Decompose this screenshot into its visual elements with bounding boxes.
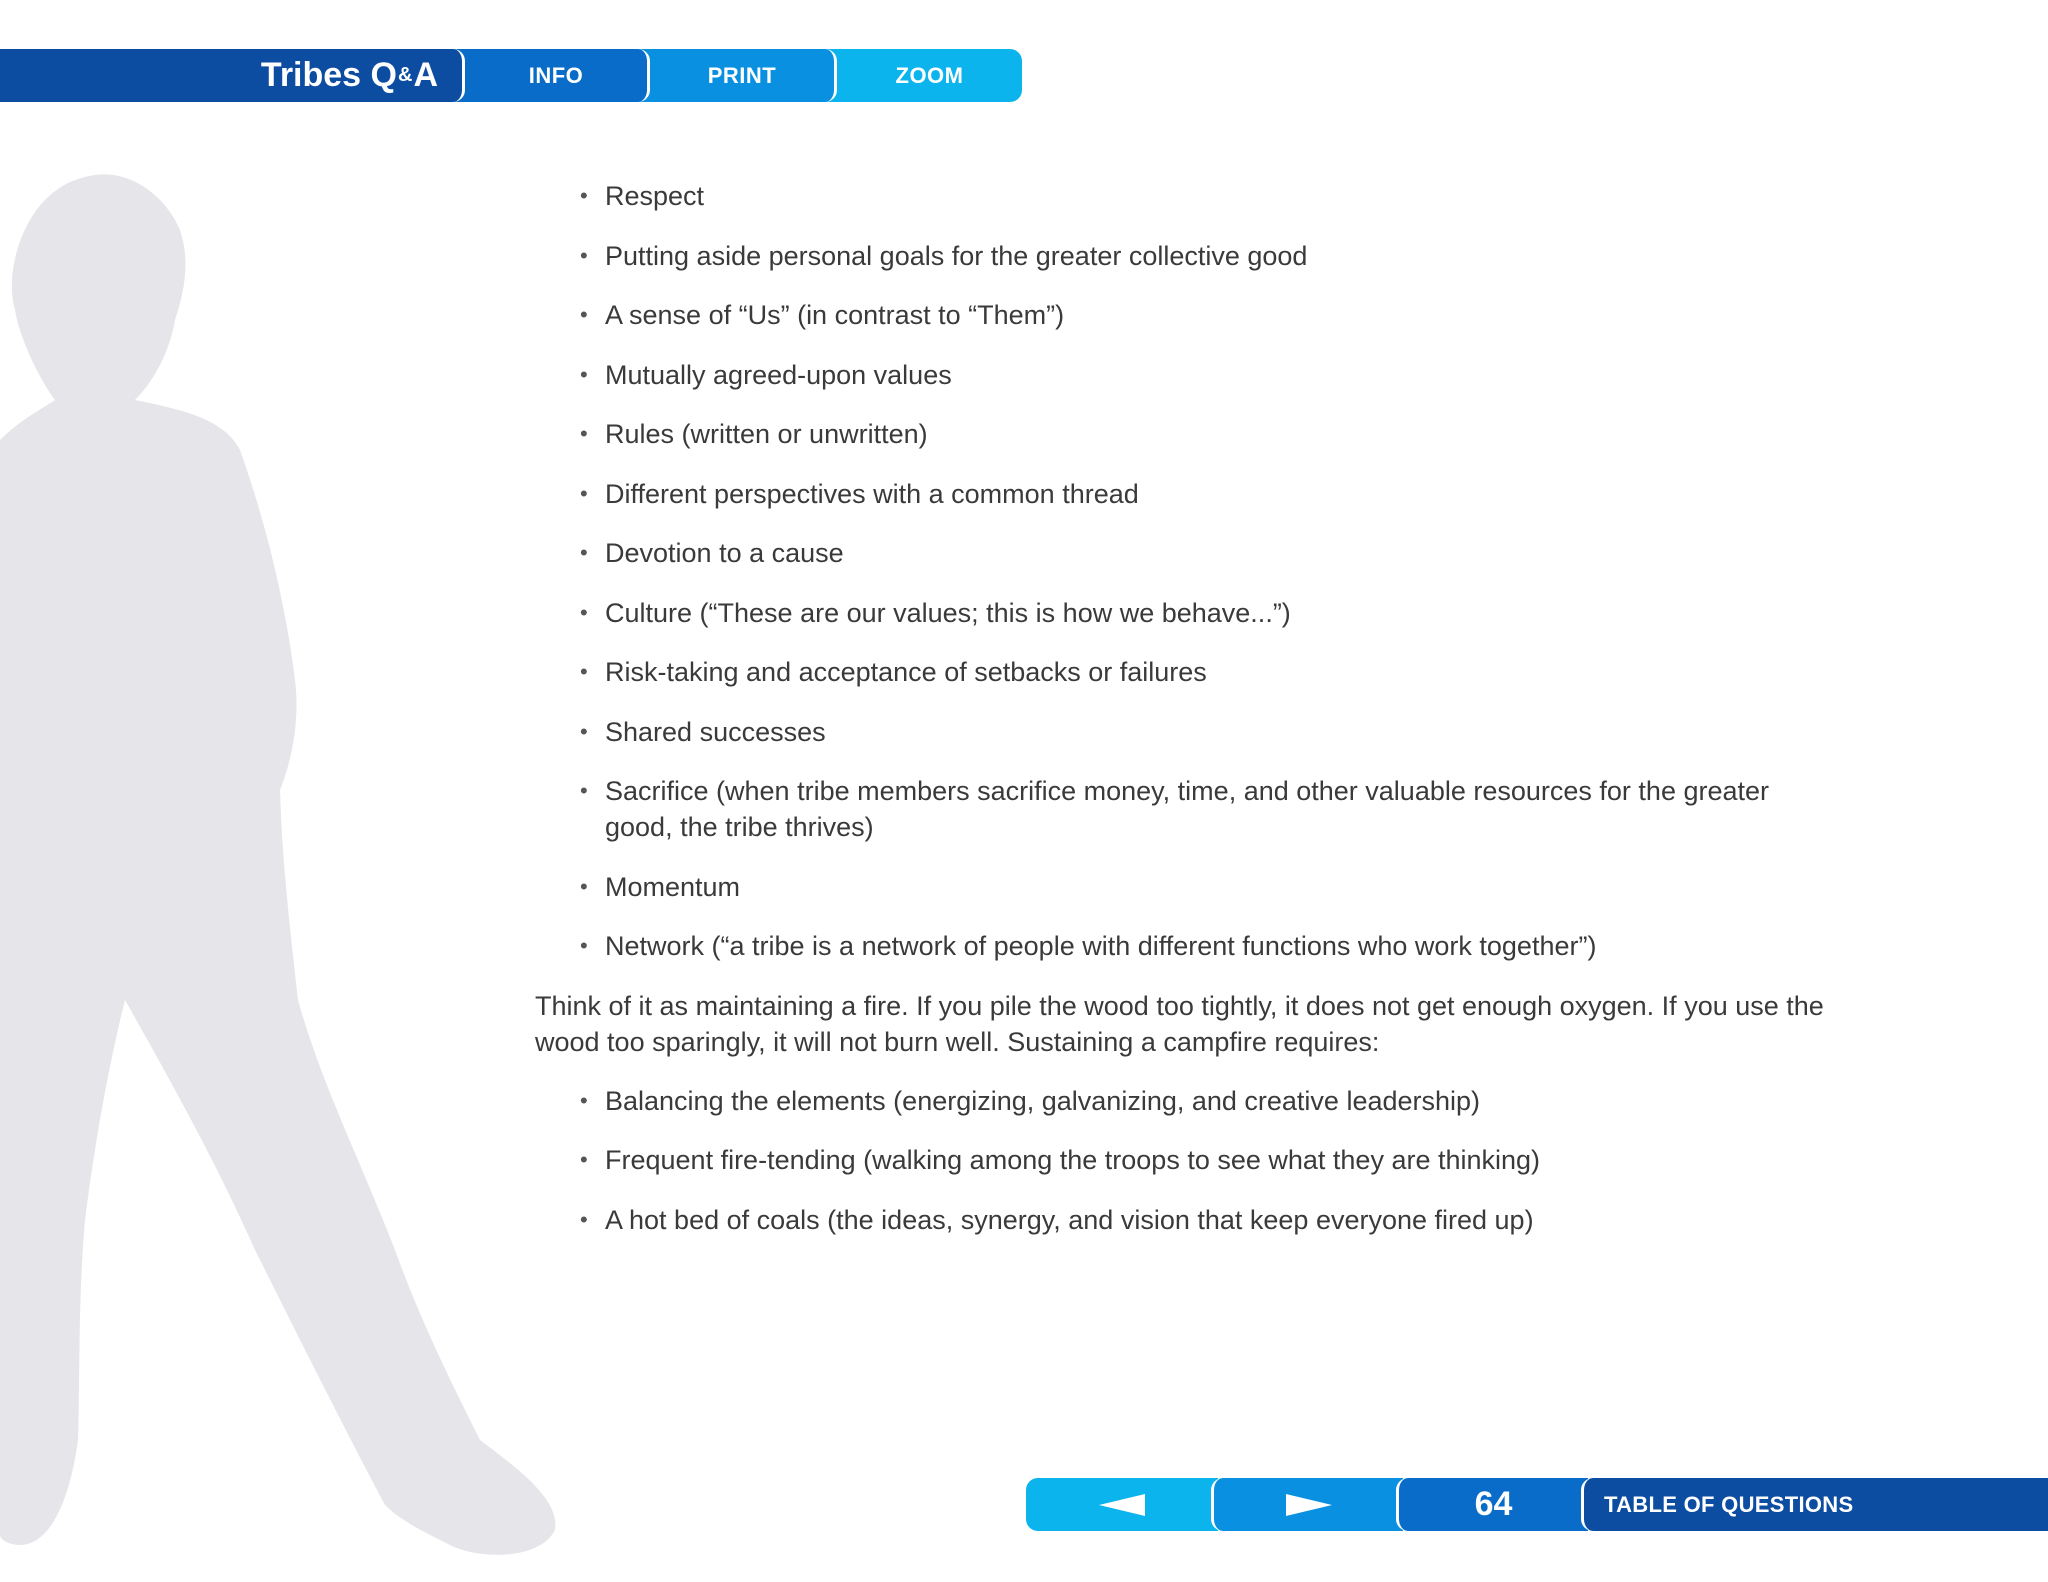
top-navigation bbox=[0, 49, 1025, 102]
arrow-right-icon bbox=[1286, 1494, 1332, 1516]
list-item: • Different perspectives with a common thread bbox=[605, 476, 1835, 512]
list-item: • Momentum bbox=[605, 869, 1835, 905]
next-page-button[interactable] bbox=[1211, 1478, 1403, 1531]
page-content bbox=[535, 178, 1835, 1261]
info-tab[interactable]: INFO bbox=[445, 49, 650, 102]
list-item: • A sense of “Us” (in contrast to “Them”) bbox=[605, 297, 1835, 333]
brand-ampersand: & bbox=[397, 64, 413, 86]
campfire-paragraph: Think of it as maintaining a fire. If you pile the wood too tightly, it does not get enough oxygen. If you use the wood too sparingly, it will not burn well. Sustaining a campfire requires: bbox=[535, 990, 1824, 1057]
tribe-elements-list bbox=[535, 178, 1835, 964]
list-item: • Mutually agreed-upon values bbox=[605, 357, 1835, 393]
zoom-tab[interactable]: ZOOM bbox=[817, 49, 1022, 102]
brand-title[interactable] bbox=[0, 49, 465, 102]
list-item: • Risk-taking and acceptance of setbacks or failures bbox=[605, 654, 1835, 690]
list-item: • Culture (“These are our values; this is how we behave...”) bbox=[605, 595, 1835, 631]
list-item: • Putting aside personal goals for the greater collective good bbox=[605, 238, 1835, 274]
brand-text-before: Tribes Q bbox=[260, 56, 397, 94]
list-item: • Balancing the elements (energizing, galvanizing, and creative leadership) bbox=[605, 1083, 1835, 1119]
list-item: • Devotion to a cause bbox=[605, 535, 1835, 571]
page-number: 64 bbox=[1396, 1478, 1588, 1531]
list-item: • Respect bbox=[605, 178, 1835, 214]
campfire-requirements-list bbox=[535, 1083, 1835, 1238]
list-item: • Sacrifice (when tribe members sacrifice money, time, and other valuable resources for the greater good, the tribe thrives) bbox=[605, 773, 1835, 845]
person-silhouette bbox=[0, 0, 600, 1582]
previous-page-button[interactable] bbox=[1026, 1478, 1218, 1531]
print-tab[interactable]: PRINT bbox=[630, 49, 837, 102]
arrow-left-icon bbox=[1099, 1494, 1145, 1516]
list-item: • Rules (written or unwritten) bbox=[605, 416, 1835, 452]
list-item: • A hot bed of coals (the ideas, synergy, and vision that keep everyone fired up) bbox=[605, 1202, 1835, 1238]
list-item: • Network (“a tribe is a network of people with different functions who work together”) bbox=[605, 928, 1835, 964]
list-item: • Shared successes bbox=[605, 714, 1835, 750]
bottom-navigation bbox=[1026, 1478, 2048, 1531]
table-of-questions-button[interactable]: TABLE OF QUESTIONS bbox=[1581, 1478, 2048, 1531]
list-item: • Frequent fire-tending (walking among the troops to see what they are thinking) bbox=[605, 1142, 1835, 1178]
brand-text-after: A bbox=[413, 56, 438, 94]
